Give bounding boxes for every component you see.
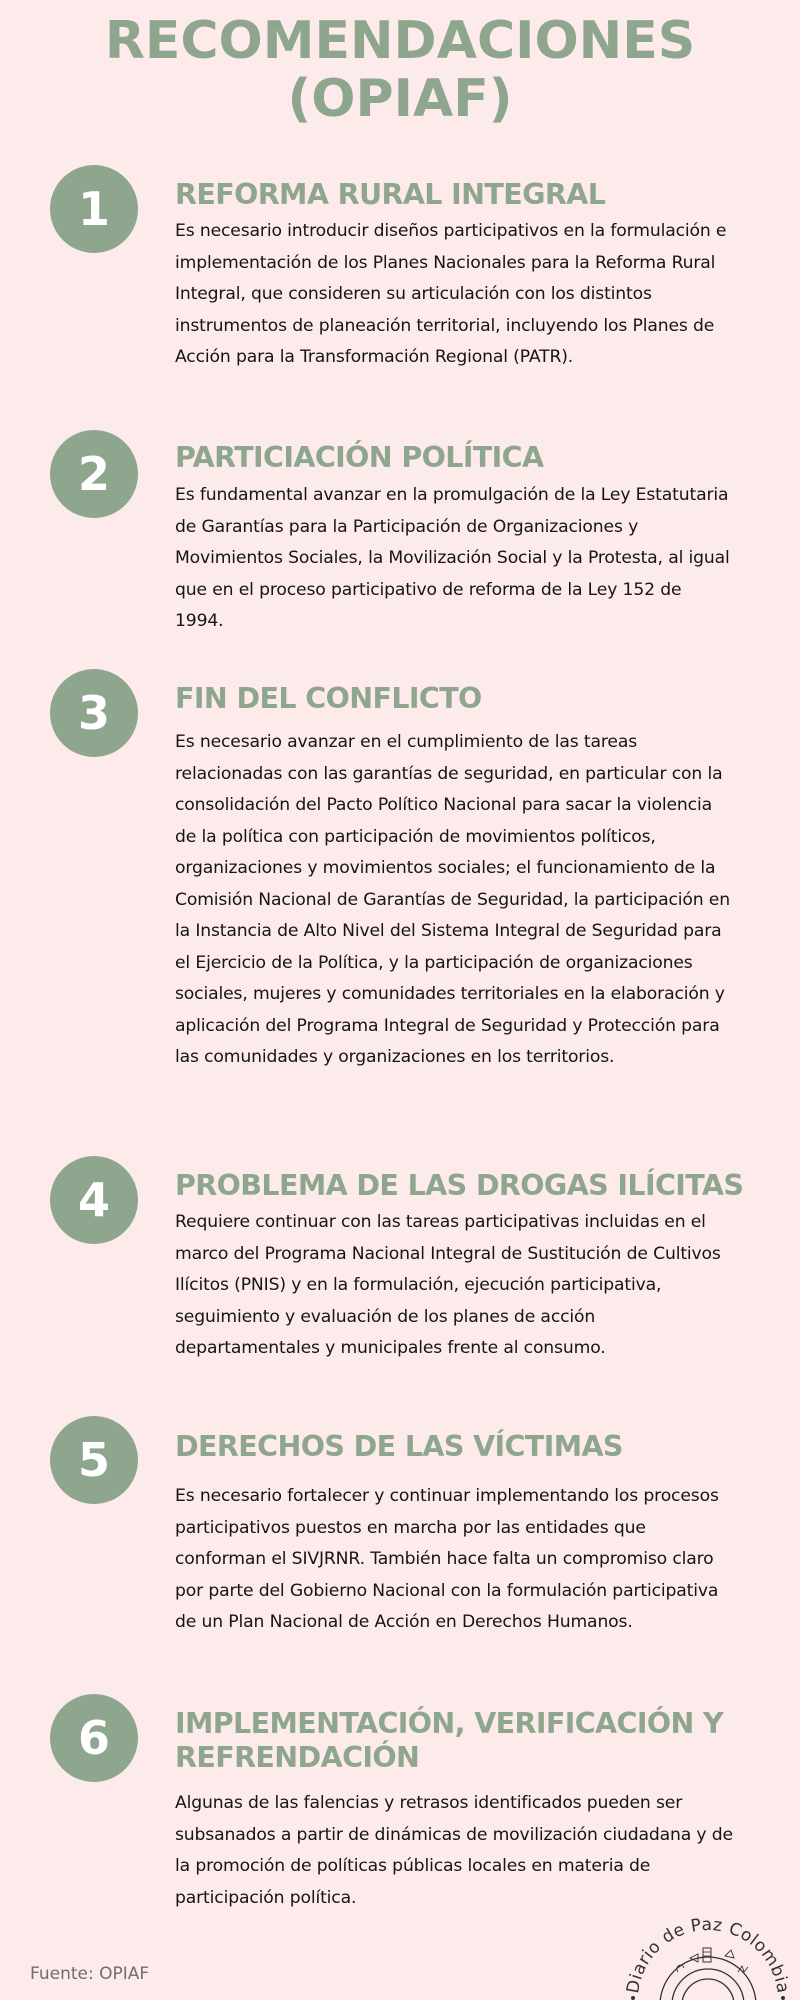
section-heading: DERECHOS DE LAS VÍCTIMAS [175,1430,623,1463]
number-badge: 3 [50,669,138,757]
section-heading: IMPLEMENTACIÓN, VERIFICACIÓN Y REFRENDACIÓN [175,1707,724,1774]
section-body: Es necesario introducir diseños participativos en la formulación e implementación de los Planes Nacionales para la Reforma Rural Integral, que consideren su articulación con los distintos instrumentos de planeación territorial, incluyendo los Planes de Acción para la Transformación Regional (PATR). [175,221,727,367]
number-badge: 4 [50,1156,138,1244]
section-heading: FIN DEL CONFLICTO [175,682,482,715]
source-credit: Fuente: OPIAF [30,1964,150,1984]
svg-text:Diario de Paz Colombia [623,1915,793,1995]
section-body: Es necesario avanzar en el cumplimiento de las tareas relacionadas con las garantías de seguridad, en particular con la consolidación del Pacto Político Nacional para sacar la violencia de la política con participación de movimientos políticos, organizaciones y movimientos sociales; el funcionamiento de la Comisión Nacional de Garantías de Seguridad, la participación en la Instancia de Alto Nivel del Sistema Integral de Seguridad para el Ejercicio de la Política, y la participación de organizaciones sociales, mujeres y comunidades territoriales en la elaboración y aplicación del Programa Integral de Seguridad y Protección para las comunidades y organizaciones en los territorios. [175,732,730,1067]
number-badge: 1 [50,165,138,253]
logo-text: Diario de Paz Colombia [623,1914,793,1995]
section-heading: PROBLEMA DE LAS DROGAS ILÍCITAS [175,1169,744,1202]
number-badge: 6 [50,1694,138,1782]
section-body: Es fundamental avanzar en la promulgación de la Ley Estatutaria de Garantías para la Participación de Organizaciones y Movimientos Sociales, la Movilización Social y la Protesta, al igual que en el proceso participativo de reforma de la Ley 152 de 1994. [175,485,730,631]
number-badge: 2 [50,430,138,518]
section-body: Algunas de las falencias y retrasos identificados pueden ser subsanados a partir de dinámicas de movilización ciudadana y de la promoción de políticas públicas locales en materia de participación política. [175,1793,733,1908]
section-body: Requiere continuar con las tareas participativas incluidas en el marco del Programa Nacional Integral de Sustitución de Cultivos Ilícitos (PNIS) y en la formulación, ejecución participativa, seguimiento y evaluación de los planes de acción departamentales y municipales frente al consumo. [175,1212,721,1358]
page-title [0,12,800,128]
section-heading: REFORMA RURAL INTEGRAL [175,178,606,211]
page-title-line1: RECOMENDACIONES [104,11,696,71]
page-title-line2: (OPIAF) [287,69,513,129]
section-body: Es necesario fortalecer y continuar implementando los procesos participativos puestos en marcha por las entidades que conforman el SIVJRNR. También hace falta un compromiso claro por parte del Gobierno Nacional con la formulación participativa de un Plan Nacional de Acción en Derechos Humanos. [175,1486,719,1632]
section-heading: PARTICIACIÓN POLÍTICA [175,441,544,474]
number-badge: 5 [50,1416,138,1504]
diario-de-paz-logo-icon [620,1910,795,2000]
